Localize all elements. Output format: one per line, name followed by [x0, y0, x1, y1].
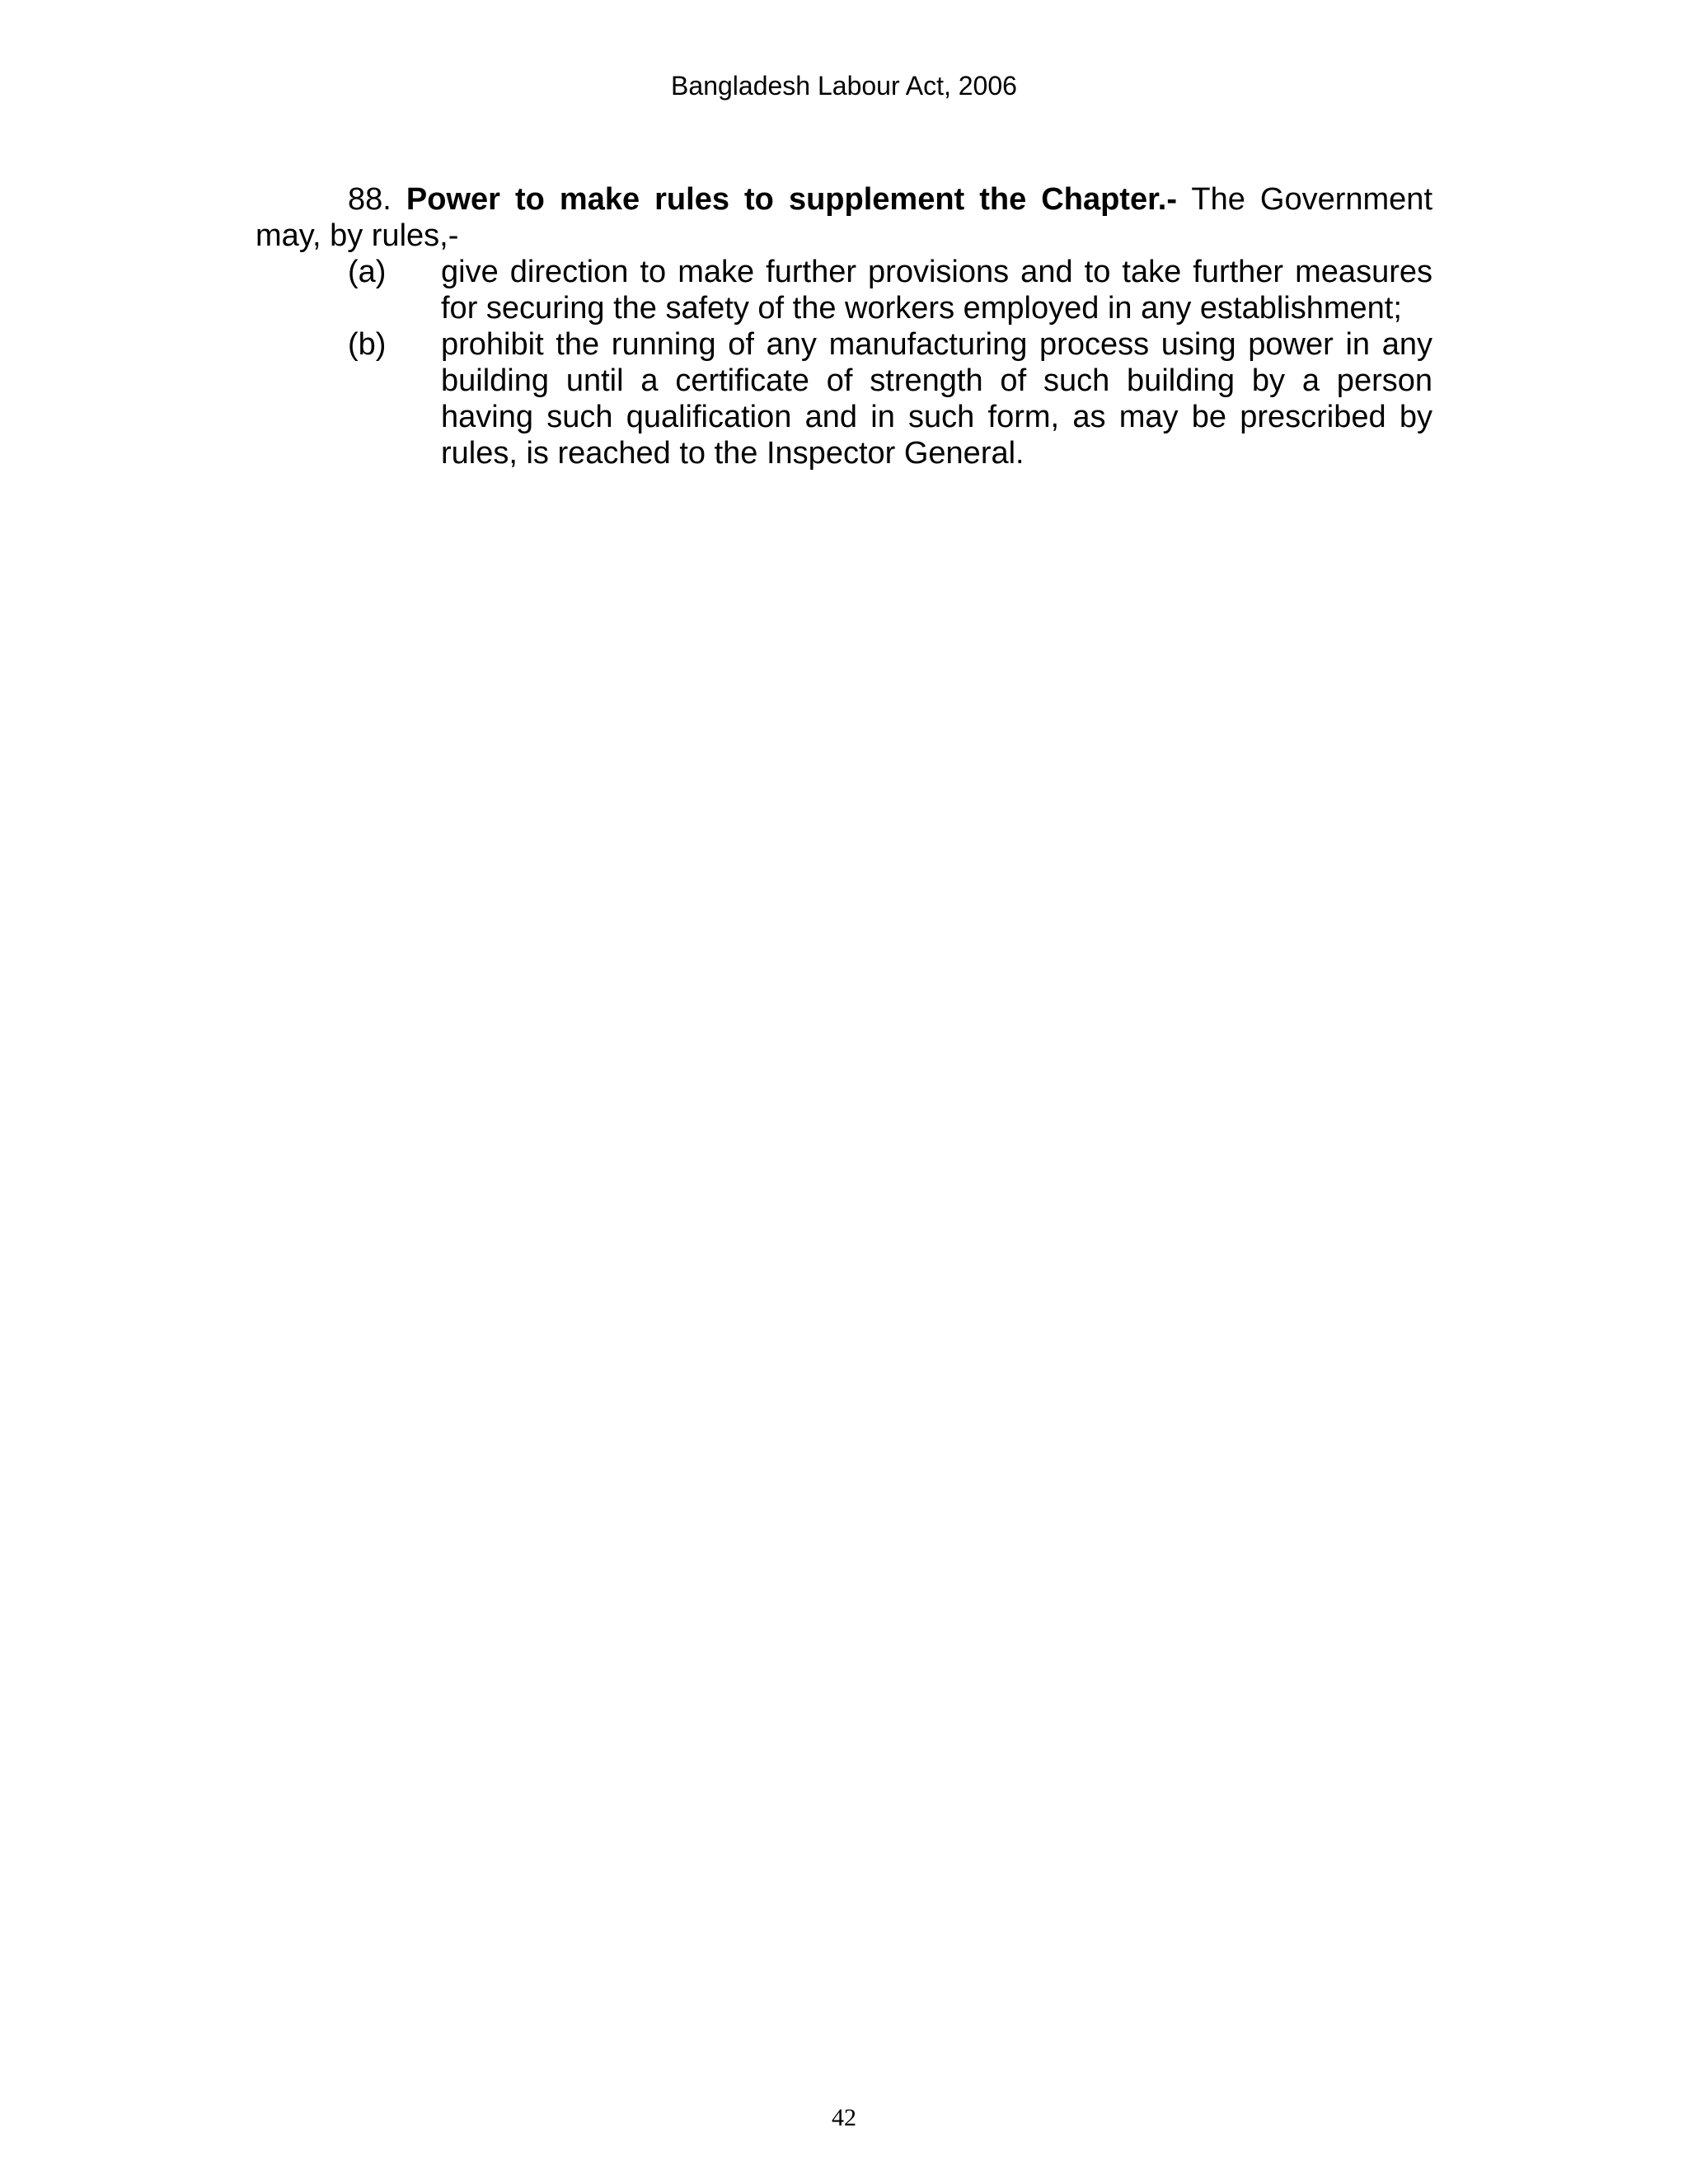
section-number: 88. [348, 182, 392, 217]
section-intro: The Government may, by rules,- [256, 182, 1433, 253]
clause-text: give direction to make further provisions and to take further measures for securing the safety of the workers employed in any establishment; [441, 255, 1432, 326]
clause-marker: (b) [348, 327, 387, 362]
section-88 [256, 181, 1432, 471]
clause-text: prohibit the running of any manufacturing process using power in any building until a certificate of strength of such building by a person having such qualification and in such form, as may be prescribed by rules, is reached to the Inspector General. [441, 327, 1432, 471]
clause-a [256, 254, 1432, 326]
section-paragraph [256, 181, 1432, 254]
clause-list [256, 254, 1432, 471]
clause-b [256, 326, 1432, 471]
running-header: Bangladesh Labour Act, 2006 [671, 71, 1017, 101]
page-number: 42 [832, 2104, 856, 2131]
section-heading: Power to make rules to supplement the Chapter.- [406, 182, 1177, 217]
clause-marker: (a) [348, 255, 387, 289]
